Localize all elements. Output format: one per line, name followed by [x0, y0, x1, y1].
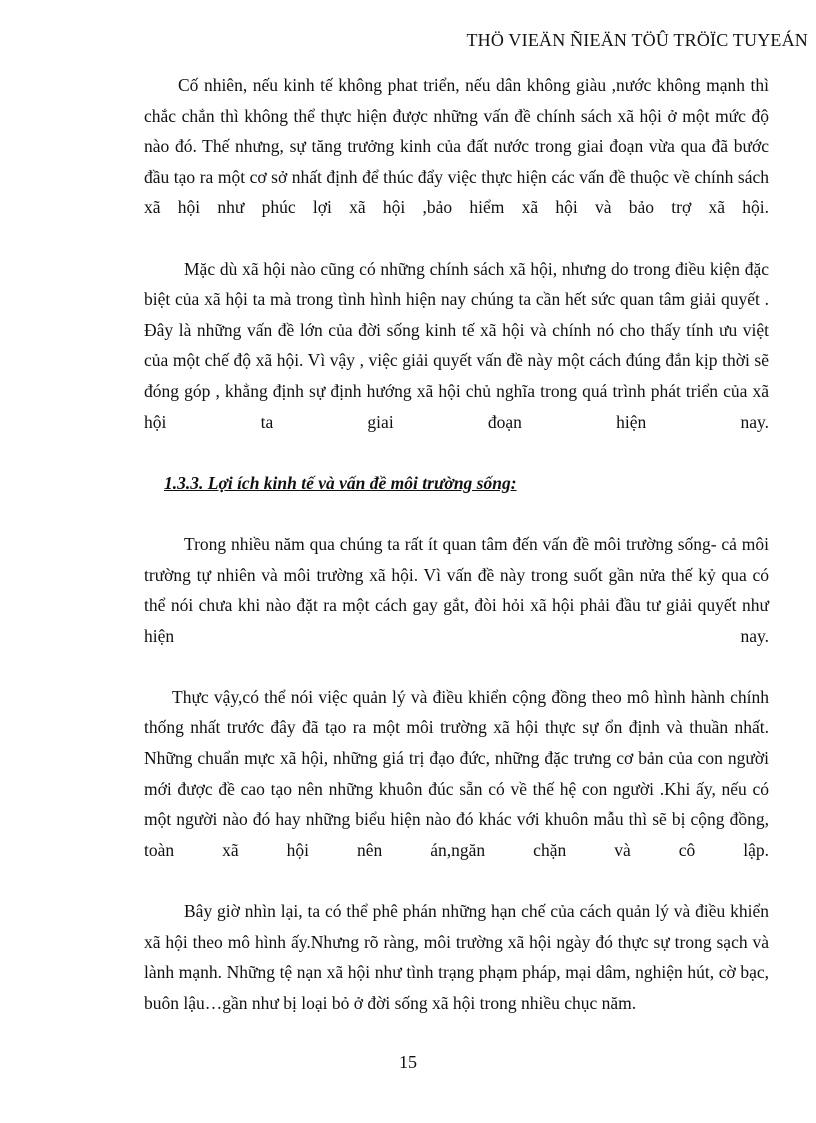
paragraph-5: Bây giờ nhìn lại, ta có thể phê phán những hạn chế của cách quản lý và điều khiển xã hội theo mô hình ấy.Nhưng rõ ràng, môi trường xã hội ngày đó thực sự trong sạch và lành mạnh. Những tệ nạn xã hội như tình trạng phạm pháp, mại dâm, nghiện hút, cờ bạc, buôn lậu…gần như bị loại bỏ ở đời sống xã hội trong nhiều chục năm. [144, 901, 769, 1013]
section-heading: 1.3.3. Lợi ích kinh tế và vấn đề môi trường sống: [164, 472, 517, 493]
paragraph-4: Thực vậy,có thể nói việc quản lý và điều khiển cộng đồng theo mô hình hành chính thống nhất trước đây đã tạo ra một môi trường xã hội thực sự ổn định và thuần nhất. Những chuẩn mực xã hội, những giá trị đạo đức, những đặc trưng cơ bản của con người mới được đề cao tạo nên những khuôn đúc sẵn có về thế hệ con người .Khi ấy, nếu có một người nào đó hay những biểu hiện nào đó khác với khuôn mẫu thì sẽ bị cộng đồng, toàn xã hội nên án,ngăn chặn và cô lập. [144, 686, 769, 860]
running-header: THÖ VIEÄN ÑIEÄN TÖÛ TRÖÏC TUYEÁN [466, 30, 808, 50]
paragraph-3: Trong nhiều năm qua chúng ta rất ít quan tâm đến vấn đề môi trường sống- cả môi trường tự nhiên và môi trường xã hội. Vì vấn đề này trong suốt gần nửa thế kỷ qua có thể nói chưa khi nào đặt ra một cách gay gắt, đòi hỏi xã hội phải đầu tư giải quyết như hiện nay. [144, 533, 769, 646]
page-number: 15 [399, 1052, 417, 1072]
document-body [144, 70, 769, 1018]
paragraph-2: Mặc dù xã hội nào cũng có những chính sách xã hội, nhưng do trong điều kiện đặc biệt của xã hội ta mà trong tình hình hiện nay chúng ta cần hết sức quan tâm giải quyết . Đây là những vấn đề lớn của đời sống kinh tế xã hội và chính nó cho thấy tính ưu việt của một chế độ xã hội. Vì vậy , việc giải quyết vấn đề này một cách đúng đắn kịp thời sẽ đóng góp , khẳng định sự định hướng xã hội chủ nghĩa trong quá trình phát triển của xã hội ta giai đoạn hiện nay. [144, 258, 769, 432]
paragraph-1: Cố nhiên, nếu kinh tế không phat triển, nếu dân không giàu ,nước không mạnh thì chắc chắn thì không thể thực hiện được những vấn đề chính sách xã hội ở một mức độ nào đó. Thế nhưng, sự tăng trưởng kinh của đất nước trong giai đoạn vừa qua đã bước đầu tạo ra một cơ sở nhất định để thúc đẩy việc thực hiện các vấn đề thuộc về chính sách xã hội như phúc lợi xã hội ,bảo hiểm xã hội và bảo trợ xã hội. [144, 75, 769, 218]
